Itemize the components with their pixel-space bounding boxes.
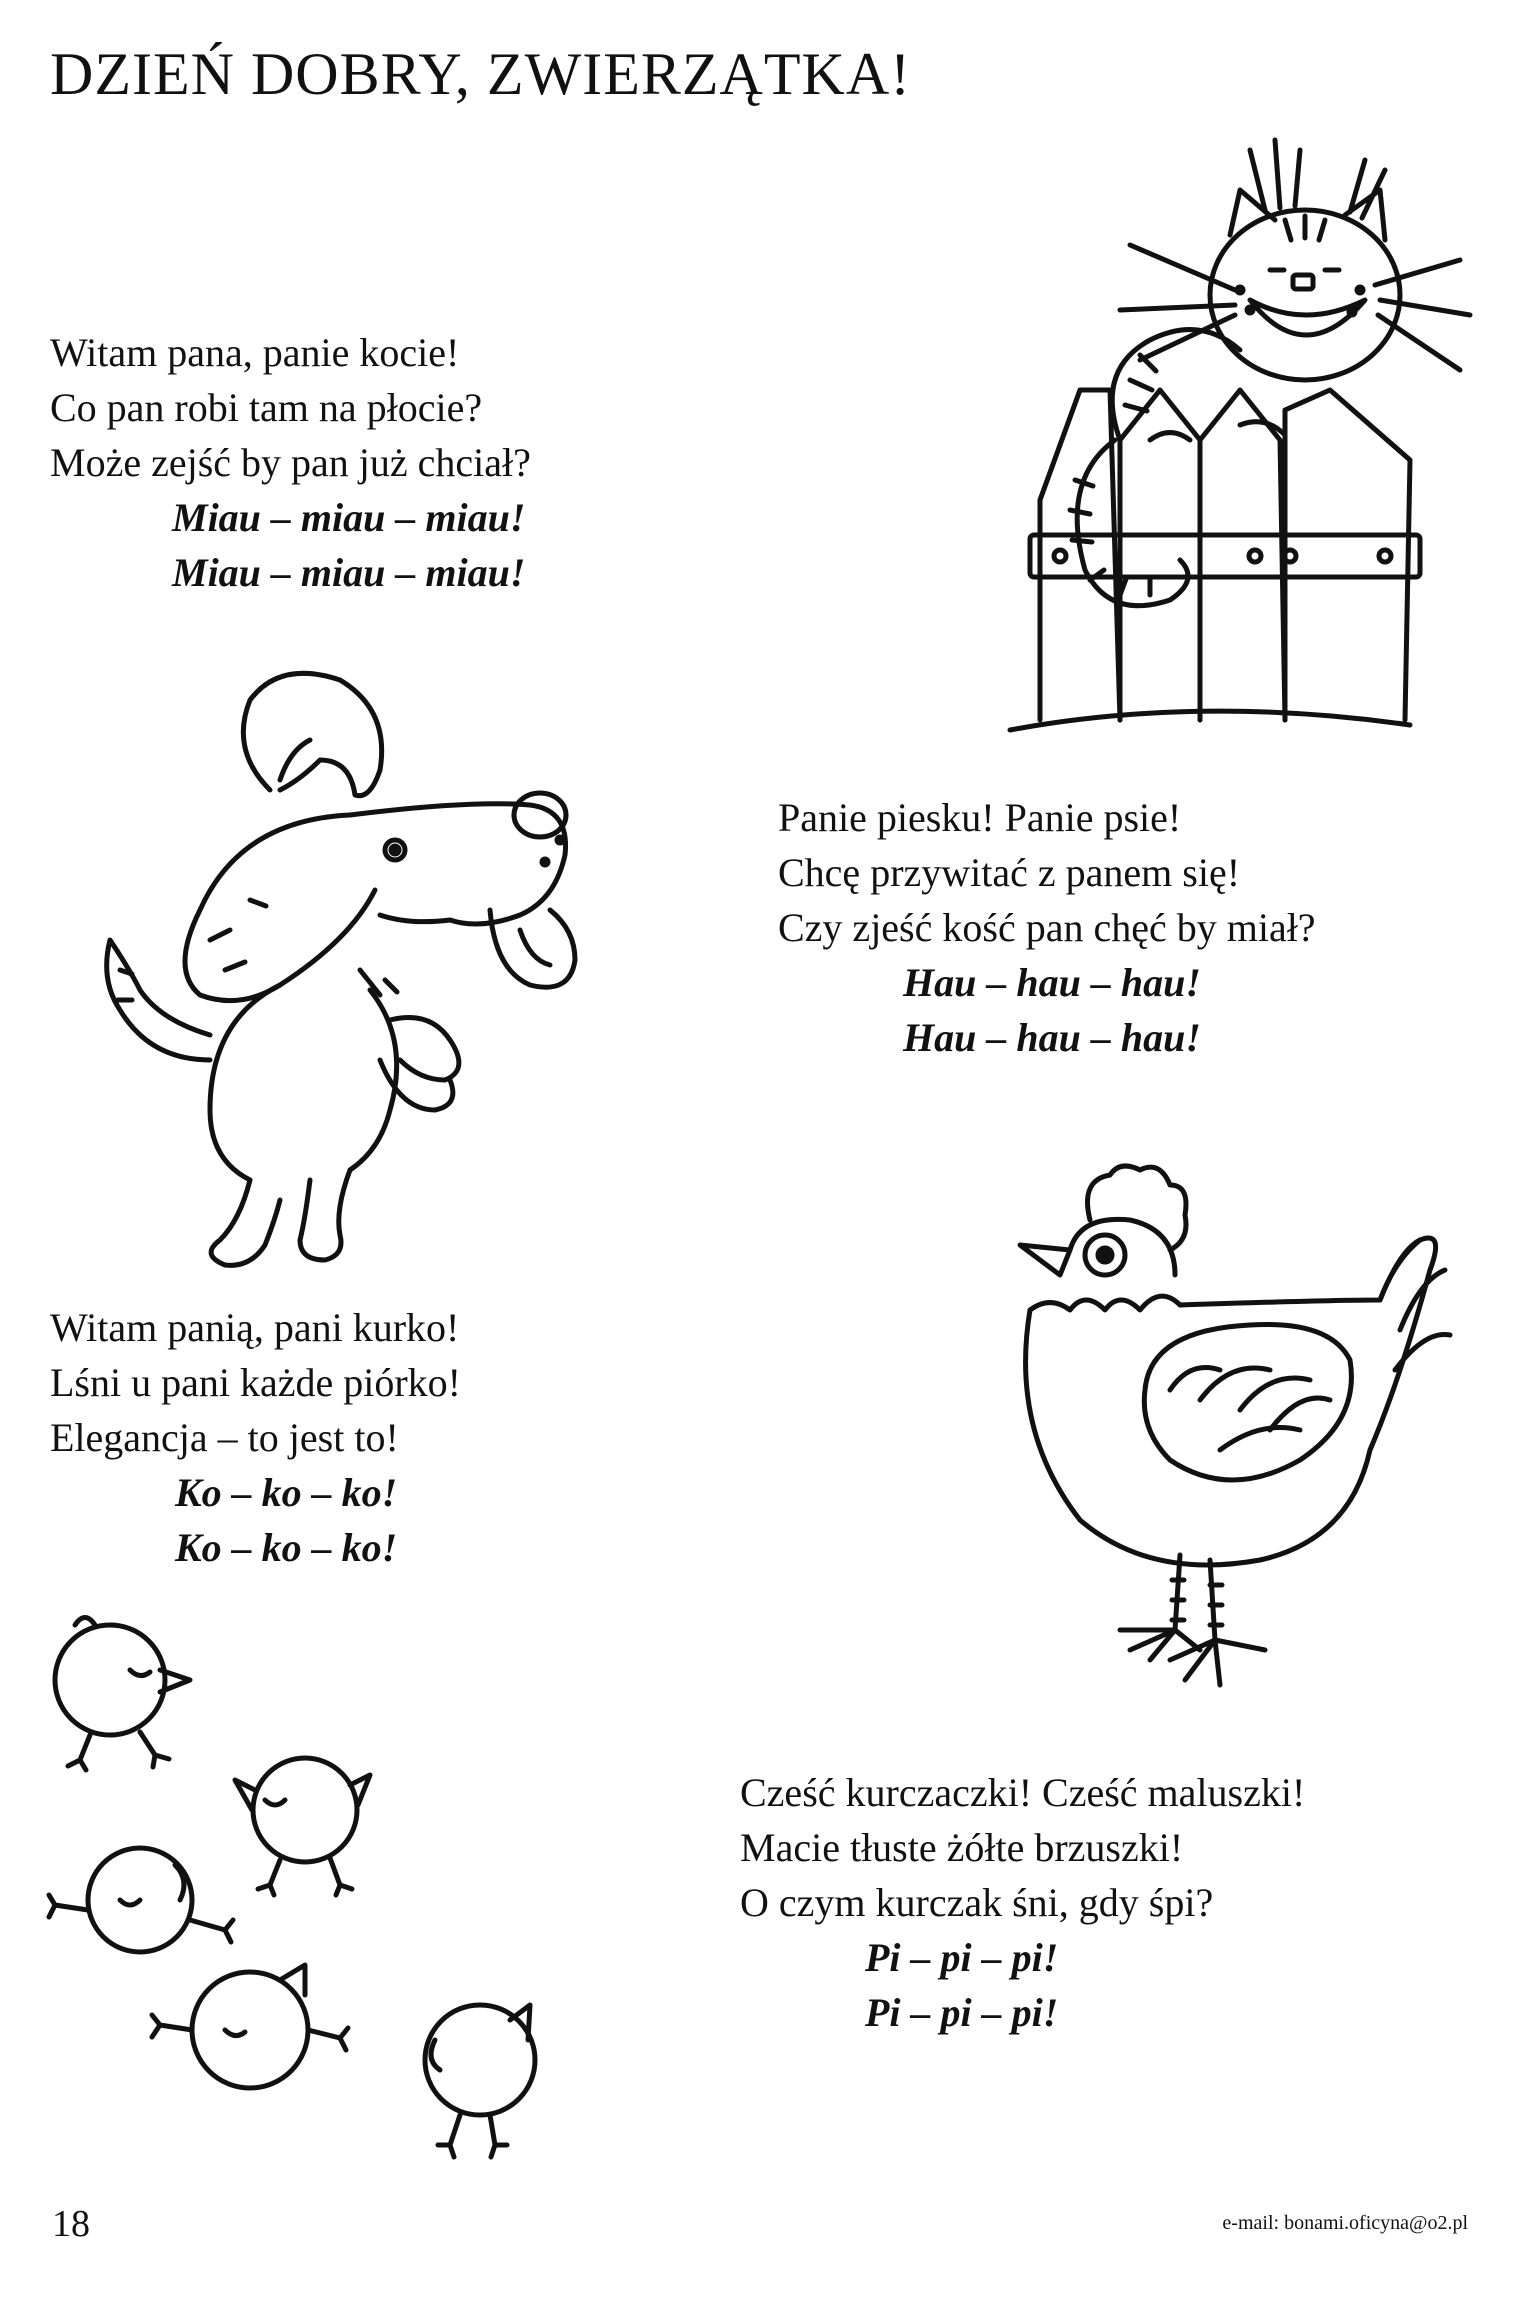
- stanza-chicks: [740, 1765, 1305, 2040]
- refrain-line: Miau – miau – miau!: [172, 550, 526, 595]
- cat-on-fence-illustration: [1000, 140, 1480, 740]
- page-number: 18: [52, 2203, 90, 2245]
- verse-line: Macie tłuste żółte brzuszki!: [740, 1825, 1184, 1870]
- verse-line: Witam pana, panie kocie!: [50, 330, 460, 375]
- refrain-line: Miau – miau – miau!: [172, 495, 526, 540]
- dog-illustration: [50, 640, 590, 1280]
- refrain-line: Ko – ko – ko!: [175, 1470, 398, 1515]
- verse-line: Chcę przywitać z panem się!: [778, 850, 1241, 895]
- verse-line: Czy zjeść kość pan chęć by miał?: [778, 905, 1316, 950]
- stanza-cat: [50, 325, 531, 600]
- stanza-hen: [50, 1300, 461, 1575]
- refrain-line: Ko – ko – ko!: [175, 1525, 398, 1570]
- verse-line: Panie piesku! Panie psie!: [778, 795, 1182, 840]
- refrain-line: Hau – hau – hau!: [903, 960, 1201, 1005]
- verse-line: Elegancja – to jest to!: [50, 1415, 399, 1460]
- refrain-line: Pi – pi – pi!: [865, 1935, 1059, 1980]
- footer-email: e-mail: bonami.oficyna@o2.pl: [1222, 2212, 1468, 2234]
- page-title: DZIEŃ DOBRY, ZWIERZĄTKA!: [50, 41, 912, 107]
- refrain-line: Hau – hau – hau!: [903, 1015, 1201, 1060]
- verse-line: O czym kurczak śni, gdy śpi?: [740, 1880, 1214, 1925]
- verse-line: Cześć kurczaczki! Cześć maluszki!: [740, 1770, 1306, 1815]
- stanza-dog: [778, 790, 1316, 1065]
- refrain-line: Pi – pi – pi!: [865, 1990, 1059, 2035]
- verse-line: Może zejść by pan już chciał?: [50, 440, 531, 485]
- verse-line: Lśni u pani każde piórko!: [50, 1360, 461, 1405]
- hen-illustration: [1000, 1160, 1460, 1720]
- chicks-illustration: [40, 1600, 560, 2160]
- verse-line: Co pan robi tam na płocie?: [50, 385, 483, 430]
- verse-line: Witam panią, pani kurko!: [50, 1305, 460, 1350]
